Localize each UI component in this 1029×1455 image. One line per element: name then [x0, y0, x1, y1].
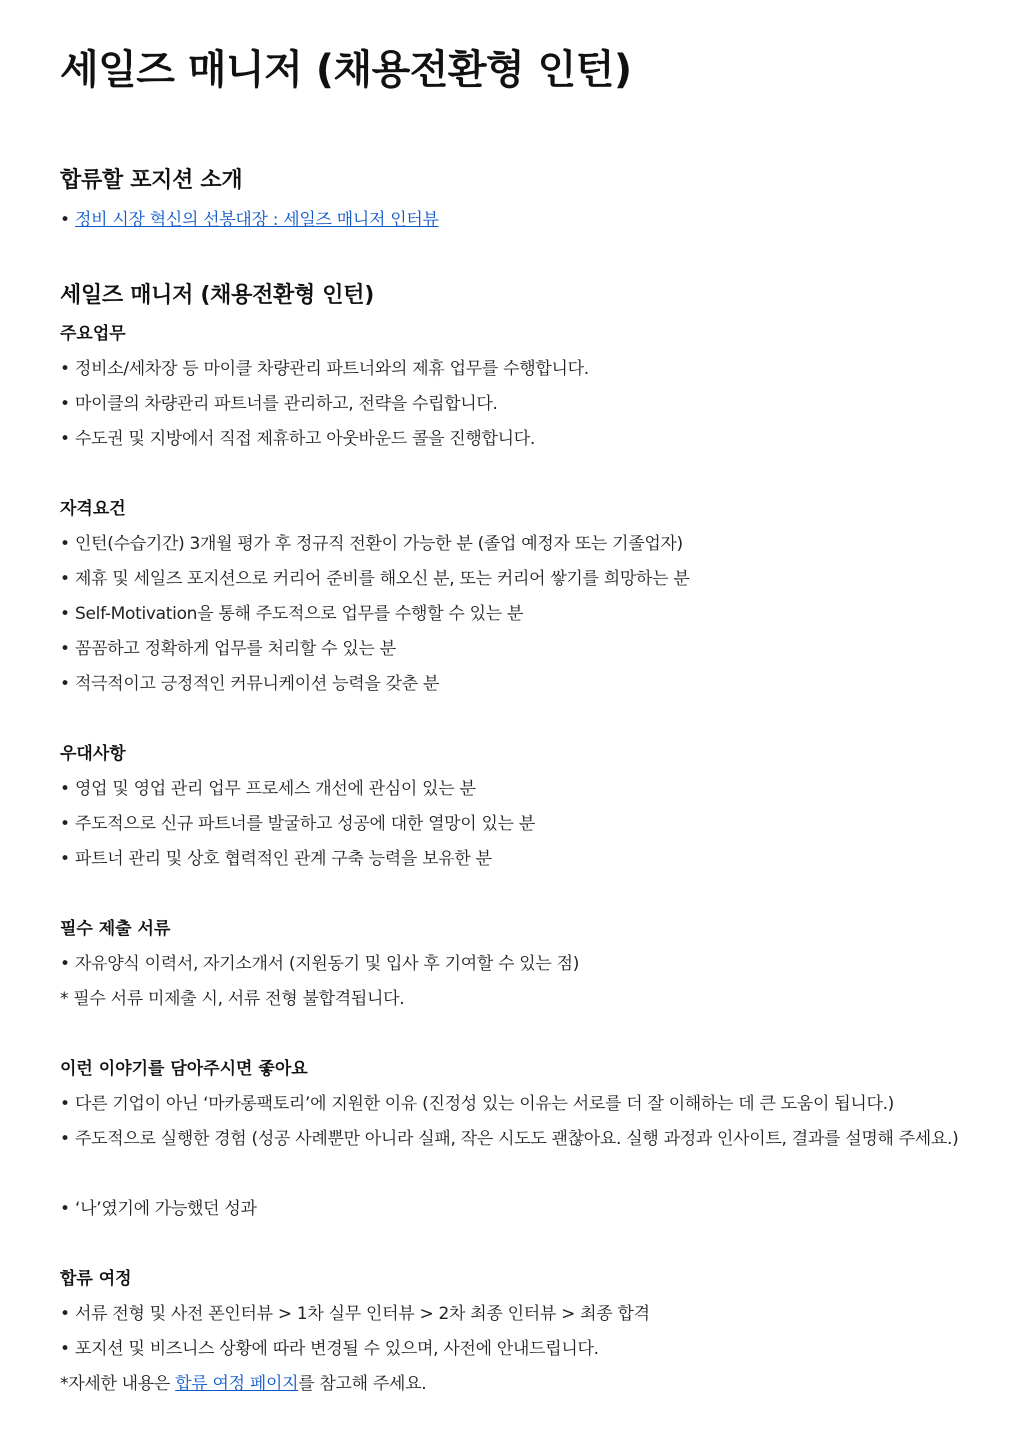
page-title: 세일즈 매니저 (채용전환형 인턴) [60, 47, 632, 93]
journey-page-link[interactable]: 합류 여정 페이지 [175, 1374, 299, 1394]
story-item: • 주도적으로 실행한 경험 (성공 사례뿐만 아니라 실패, 작은 시도도 괜찮아요. 실행 과정과 인사이트, 결과를 설명해 주세요.) [60, 1129, 959, 1149]
preferred-item: • 파트너 관리 및 상호 협력적인 관계 구축 능력을 보유한 분 [60, 849, 492, 869]
requirement-item: • 인턴(수습기간) 3개월 평가 후 정규직 전환이 가능한 분 (졸업 예정자 또는 기졸업자) [60, 534, 683, 554]
interview-article-link[interactable]: 정비 시장 혁신의 선봉대장 : 세일즈 매니저 인터뷰 [75, 210, 439, 230]
intro-heading: 합류할 포지션 소개 [60, 168, 243, 193]
duty-item: • 정비소/세차장 등 마이클 차량관리 파트너와의 제휴 업무를 수행합니다. [60, 359, 589, 379]
requirement-item: • 꼼꼼하고 정확하게 업무를 처리할 수 있는 분 [60, 639, 396, 659]
duty-item: • 수도권 및 지방에서 직접 제휴하고 아웃바운드 콜을 진행합니다. [60, 429, 536, 449]
story-item: • ‘나’였기에 가능했던 성과 [60, 1199, 257, 1219]
story-item: • 다른 기업이 아닌 ‘마카롱팩토리’에 지원한 이유 (진정성 있는 이유는 서로를 더 잘 이해하는 데 큰 도움이 됩니다.) [60, 1094, 895, 1114]
document-item: • 자유양식 이력서, 자기소개서 (지원동기 및 입사 후 기여할 수 있는 점) [60, 954, 580, 974]
preferred-heading: 우대사항 [60, 744, 126, 764]
journey-item: • 포지션 및 비즈니스 상황에 따라 변경될 수 있으며, 사전에 안내드립니다. [60, 1339, 599, 1359]
documents-heading: 필수 제출 서류 [60, 919, 171, 939]
journey-heading: 합류 여정 [60, 1269, 132, 1289]
bullet: • [60, 210, 70, 230]
requirements-heading: 자격요건 [60, 499, 126, 519]
duty-item: • 마이클의 차량관리 파트너를 관리하고, 전략을 수립합니다. [60, 394, 498, 414]
stories-heading: 이런 이야기를 담아주시면 좋아요 [60, 1059, 308, 1079]
preferred-item: • 주도적으로 신규 파트너를 발굴하고 성공에 대한 열망이 있는 분 [60, 814, 536, 834]
requirement-item: • Self-Motivation을 통해 주도적으로 업무를 수행할 수 있는 분 [60, 604, 524, 624]
documents-note: * 필수 서류 미제출 시, 서류 전형 불합격됩니다. [60, 989, 405, 1009]
journey-note: *자세한 내용은 합류 여정 페이지를 참고해 주세요. [60, 1374, 427, 1394]
journey-item: • 서류 전형 및 사전 폰인터뷰 > 1차 실무 인터뷰 > 2차 최종 인터뷰 > 최종 합격 [60, 1304, 650, 1324]
requirement-item: • 적극적이고 긍정적인 커뮤니케이션 능력을 갖춘 분 [60, 674, 440, 694]
intro-link-item [60, 203, 1000, 238]
requirement-item: • 제휴 및 세일즈 포지션으로 커리어 준비를 해오신 분, 또는 커리어 쌓기를 희망하는 분 [60, 569, 690, 589]
duties-heading: 주요업무 [60, 324, 126, 344]
position-heading: 세일즈 매니저 (채용전환형 인턴) [60, 283, 374, 308]
preferred-item: • 영업 및 영업 관리 업무 프로세스 개선에 관심이 있는 분 [60, 779, 476, 799]
